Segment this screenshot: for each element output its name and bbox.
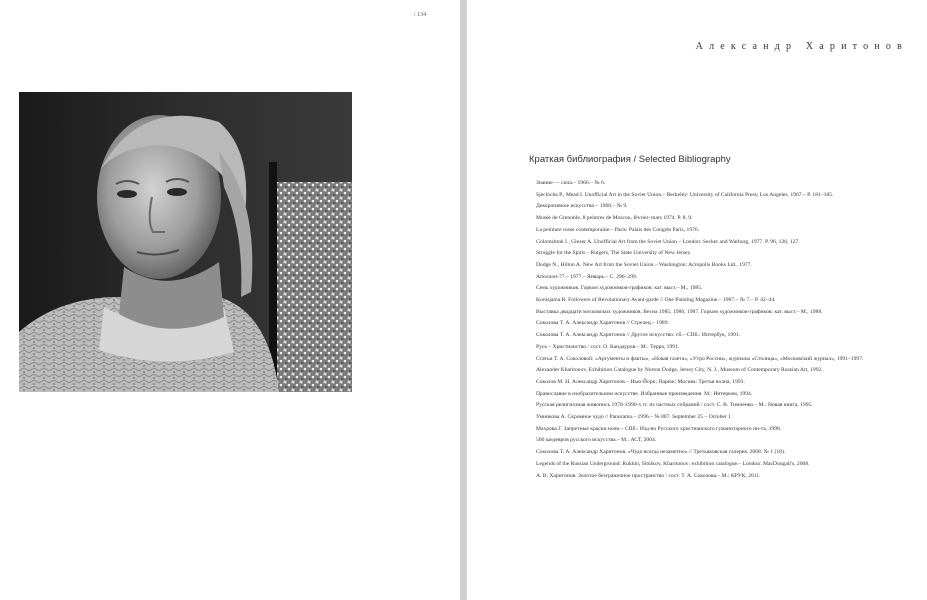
bibliography-entry: Статьи Т. А. Соколовой: «Аргументы и факты», «Новая газета», «Утро России», журналы «Столица», «Московский журнал», 1991–1997. — [536, 355, 864, 362]
bibliography-heading: Краткая библиография / Selected Bibliography — [529, 154, 731, 165]
bibliography-entry: Konisjama R. Followers of Revolutionary Avant-garde // One Painting Magazine.– 1987.– № 7.– P. 42–44. — [536, 297, 776, 304]
bibliography-entry: Соколов М. Н. Александр Харитонов.– Нью-Йорк; Париж; Москва: Третья волна, 1993. — [536, 378, 745, 385]
left-page — [0, 0, 460, 600]
bibliography-entry: Декоративное искусство.– 1968.– № 9. — [536, 203, 628, 210]
page-number: / 134 — [414, 12, 427, 18]
bibliography-entry: Русская религиозная живопись 1970–1990-х гг. из частных собраний / сост. С. В. Тимченко.– М.: Новая книга, 1995. — [536, 402, 813, 409]
right-page — [467, 0, 927, 600]
bibliography-entry: Sjeclocha P., Mead I. Unofficial Art in the Soviet Union.– Berkeley: University of California Press; Los Angeles. 1967.– P. 181–185. — [536, 191, 834, 198]
bibliography-entry: Соколова Т. А. Александр Харитонов. «Чудо всегда незаметно» // Третьяковская галерея. 2008. № 1 (18). — [536, 449, 786, 456]
bibliography-entry: Legends of the Russian Underground: Rukhin, Sitnikov, Kharitonov: exhibition catalogue.– London: MacDougall's, 2008. — [536, 460, 810, 467]
bibliography-entry: Musée de Grenoble, 8 peintres de Moscou, février–mars 1974. P. 8, 9. — [536, 215, 693, 222]
bibliography-entry: La peinture russe contemporaine.– Paris: Palais des Congrès Paris, 1976. — [536, 226, 700, 233]
bibliography-entry: Махрова Г. Запретные краски ночи.– СПб.: Изд-во Русского христианского гуманитарного ин-та, 1998. — [536, 425, 782, 432]
artist-name-header: Александр Харитонов — [695, 41, 908, 52]
bibliography-entry: Знание — сила.– 1966.– № 6. — [536, 180, 606, 186]
bibliography-entry: Соколова Т. А. Александр Харитонов // Стрелец.– 1989. — [536, 320, 669, 327]
bibliography-entry: Православие в изобразительном искусстве. Избранные произведения. М.: Интерком, 1994. — [536, 390, 753, 397]
portrait-image — [19, 92, 352, 392]
bibliography-entry: Соколова Т. А. Александр Харитонов // Другое искусство: сб.– СПб.: Интербук, 1991. — [536, 332, 741, 339]
bibliography-entry: Русь – Христианство / сост. О. Кандауров.– М.: Терра, 1991. — [536, 343, 680, 350]
bibliography-entry: 500 шедевров русского искусства.– М.: АСТ, 2004. — [536, 437, 657, 444]
bibliography-entry: Аполлон-77.– 1977.– Январь.– С. 296–299. — [536, 273, 638, 280]
bibliography-entry: Alexander Kharitonov, Exhibition Catalogue by Norton Dodge, Jersey City, N. J., Museum of Contemporary Russian Art, 1992. — [536, 367, 823, 374]
bibliography-entry: Struggle for the Spirit.– Rutgers, The State University of New Jersey. — [536, 250, 692, 257]
bibliography-list — [536, 180, 876, 484]
bibliography-entry: Dodge N., Hilton A. New Art from the Soviet Union.– Washington: Acropolis Books Ltd., 1977. — [536, 261, 752, 268]
bibliography-entry: Golomshtok I., Glezer A. Unofficial Art from the Soviet Union.– London: Secker and Warburg, 1977. P. 96, 126, 127. — [536, 238, 800, 245]
bibliography-entry: А. В. Харитонов. Золотое безграничное пространство / сост. Т. А. Соколова.– М.: КРУК, 2011. — [536, 472, 761, 479]
bibliography-entry: Умникова А. Скромное чудо // Panorama.– 1996.– № 807. September 25 – October 1 — [536, 414, 731, 421]
bibliography-entry: Семь художников. Горком художников-графиков: кат. выст.– М., 1985. — [536, 285, 703, 292]
portrait-photo — [19, 92, 352, 392]
bibliography-entry: Выставка двадцати московских художников. Весна 1985, 1986, 1987. Горком художников-графиков: кат. выст.– М., 1988. — [536, 308, 823, 315]
